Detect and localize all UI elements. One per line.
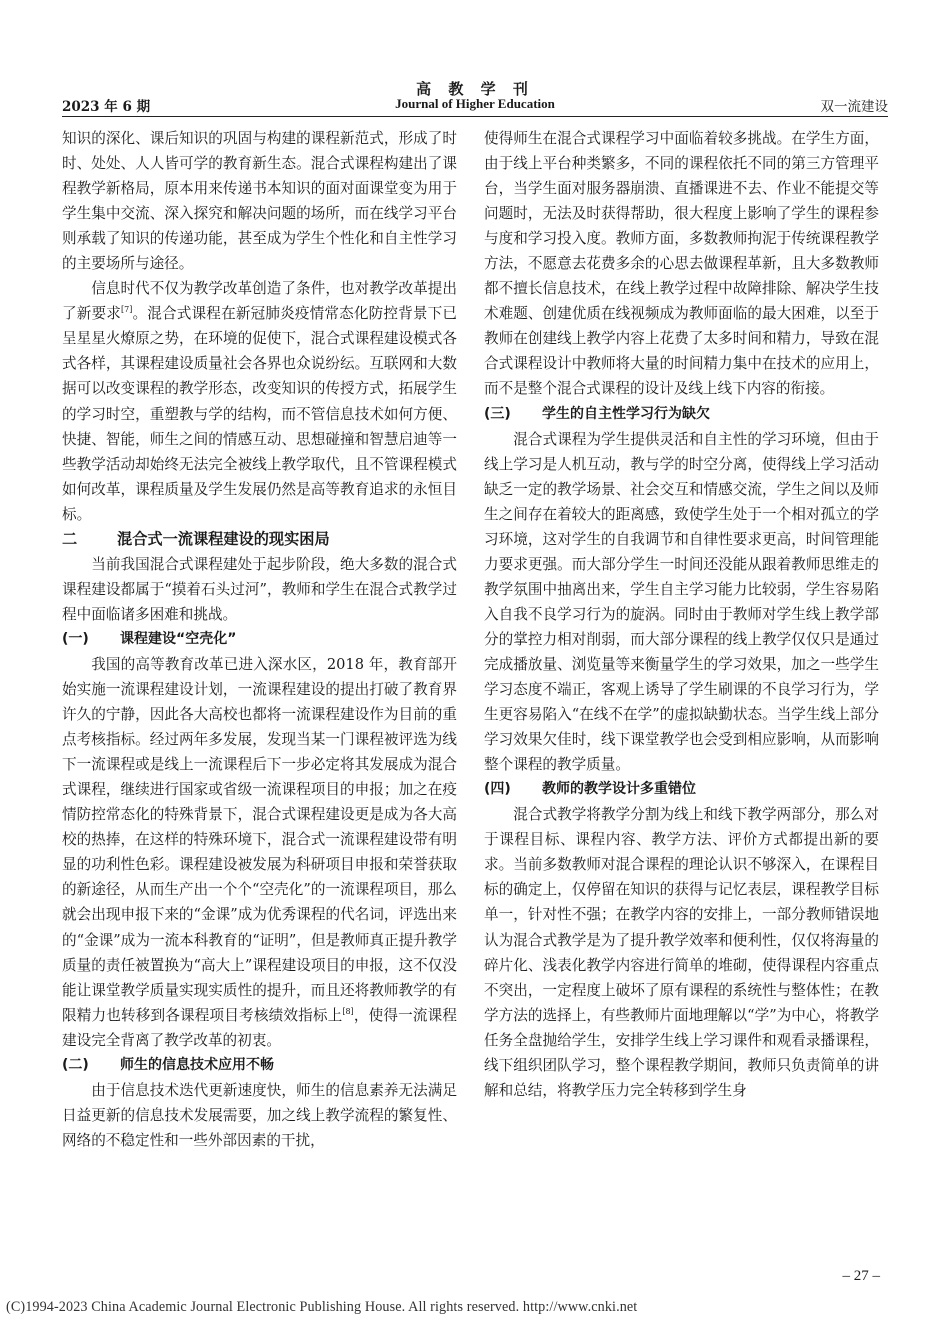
right-column bbox=[484, 126, 879, 1103]
paragraph: 当前我国混合式课程建处于起步阶段，绝大多数的混合式课程建设都属于“摸着石头过河”，教师和学生在混合式教学过程中面临诸多困难和挑战。 bbox=[62, 555, 457, 623]
citation: [7] bbox=[121, 305, 133, 315]
subsection-heading: (三) 学生的自主性学习行为缺欠 bbox=[484, 405, 710, 422]
header-rule bbox=[62, 116, 888, 117]
section-label: 双一流建设 bbox=[820, 99, 888, 115]
paragraph: 混合式课程为学生提供灵活和自主性的学习环境，但由于线上学习是人机互动，教与学的时空分离，使得线上学习活动缺乏一定的教学场景、社会交互和情感交流，学生之间以及师生之间存在着较大的距离感，致使学生处于一个相对孤立的学习环境，这对学生的自我调节和自律性要求更高，时间管理能力要求更强。而大部分学生一时间还没能从跟着教师思维走的教学氛围中抽离出来，学生自主学习能力比较弱，学生容易陷入自我不良学习行为的旋涡。同时由于教师对学生线上教学部分的掌控力相对削弱，而大部分课程的线上教学仅仅只是通过完成播放量、浏览量等来衡量学生的学习效果，加之一些学生学习态度不端正，客观上诱导了学生刷课的不良学习行为，学生更容易陷入“在线不在学”的虚拟缺勤状态。当学生线上部分学习效果欠佳时，线下课堂教学也会受到相应影响，从而影响整个课程的教学质量。 bbox=[484, 430, 879, 774]
journal-title-cn: 高 教 学 刊 bbox=[416, 80, 534, 98]
paragraph: 我国的高等教育改革已进入深水区，2018 年，教育部开始实施一流课程建设计划，一流课程建设的提出打破了教育界许久的宁静，因此各大高校也都将一流课程建设作为目前的重点考核指标。经过两年多发展，发现当某一门课程被评选为线下一流课程或是线上一流课程后下一步必定将其发展成为混合式课程，继续进行国家或省级一流课程项目的申报；加之在疫情防控常态化的特殊背景下，混合式课程建设更是成为各大高校的热捧，在这样的特殊环境下，混合式一流课程建设带有明显的功利性色彩。课程建设被发展为科研项目申报和荣誉获取的新途径，从而生产出一个个“空壳化”的一流课程项目，那么就会出现申报下来的“金课”成为优秀课程的代名词，评选出来的“金课”成为一流本科教育的“证明”，但是教师真正提升教学质量的责任被置换为“高大上”课程建设项目的申报，这不仅没能让课堂教学质量实现实质性的提升，而且还将教师教学的有限精力也转移到各课程项目考核绩效指标上[8]，使得一流课程建设完全背离了教学改革的初衷。 bbox=[62, 655, 457, 1049]
left-column bbox=[62, 126, 457, 1153]
paragraph: 知识的深化、课后知识的巩固与构建的课程新范式，形成了时时、处处、人人皆可学的教育新生态。混合式课程构建出了课程教学新格局，原本用来传递书本知识的面对面课堂变为用于学生集中交流、深入探究和解决问题的场所，而在线学习平台则承载了知识的传递功能，甚至成为学生个性化和自主性学习的主要场所与途径。 bbox=[62, 130, 457, 273]
citation: [8] bbox=[342, 1006, 354, 1016]
section-heading: 二 混合式一流课程建设的现实困局 bbox=[62, 529, 330, 548]
paragraph: 信息时代不仅为教学改革创造了条件，也对教学改革提出了新要求[7]。混合式课程在新冠肺炎疫情常态化防控背景下已呈星星火燎原之势，在环境的促使下，混合式课程建设模式各式各样，其课程建设质量社会各界也众说纷纭。互联网和大数据可以改变课程的教学形态，改变知识的传授方式，拓展学生的学习时空，重塑教与学的结构，而不管信息技术如何方便、快捷、智能，师生之间的情感互动、思想碰撞和智慧启迪等一些教学活动却始终无法完全被线上教学取代，且不管课程模式如何改革，课程质量及学生发展仍然是高等教育追求的永恒目标。 bbox=[62, 280, 457, 523]
paragraph: 由于信息技术迭代更新速度快，师生的信息素养无法满足日益更新的信息技术发展需要，加之线上教学流程的繁复性、网络的不稳定性和一些外部因素的干扰， bbox=[62, 1081, 457, 1149]
issue-label: 2023 年 6 期 bbox=[62, 99, 151, 115]
copyright-footer: (C)1994-2023 China Academic Journal Electronic Publishing House. All rights reserved. http://www.cnki.net bbox=[6, 1299, 638, 1315]
journal-title-en: Journal of Higher Education bbox=[395, 96, 555, 111]
subsection-heading: (四) 教师的教学设计多重错位 bbox=[484, 781, 696, 798]
page-header bbox=[62, 78, 888, 116]
subsection-heading: (二) 师生的信息技术应用不畅 bbox=[62, 1056, 274, 1073]
subsection-heading: (一) 课程建设“空壳化” bbox=[62, 630, 237, 647]
page-number: – 27 – bbox=[842, 1268, 880, 1284]
paragraph: 混合式教学将教学分割为线上和线下教学两部分，那么对于课程目标、课程内容、教学方法、评价方式都提出新的要求。当前多数教师对混合课程的理论认识不够深入，在课程目标的确定上，仅停留在知识的获得与记忆表层，课程教学目标单一，针对性不强；在教学内容的安排上，一部分教师错误地认为混合式教学是为了提升教学效率和便利性，仅仅将海量的碎片化、浅表化教学内容进行简单的堆砌，使得课程内容重点不突出，一定程度上破坏了原有课程的系统性与整体性；在教学方法的选择上，有些教师片面地理解以“学”为中心，将教学任务全盘抛给学生，安排学生线上学习课件和观看录播课程，线下组织团队学习，整个课程教学期间，教师只负责简单的讲解和总结，将教学压力完全转移到学生身 bbox=[484, 806, 879, 1099]
paragraph: 使得师生在混合式课程学习中面临着较多挑战。在学生方面，由于线上平台种类繁多，不同的课程依托不同的第三方管理平台，当学生面对服务器崩溃、直播课进不去、作业不能提交等问题时，无法及时获得帮助，很大程度上影响了学生的课程参与度和学习投入度。教师方面，多数教师拘泥于传统课程教学方法，不愿意去花费多余的心思去做课程革新，且大多数教师都不擅长信息技术，在线上教学过程中故障排除、解决学生技术难题、创建优质在线视频成为教师面临的最大困难，以至于教师在创建线上教学内容上花费了太多时间和精力，导致在混合式课程设计中教师将大量的时间精力集中在技术的应用上，而不是整个混合式课程的设计及线上线下内容的衔接。 bbox=[484, 130, 879, 398]
